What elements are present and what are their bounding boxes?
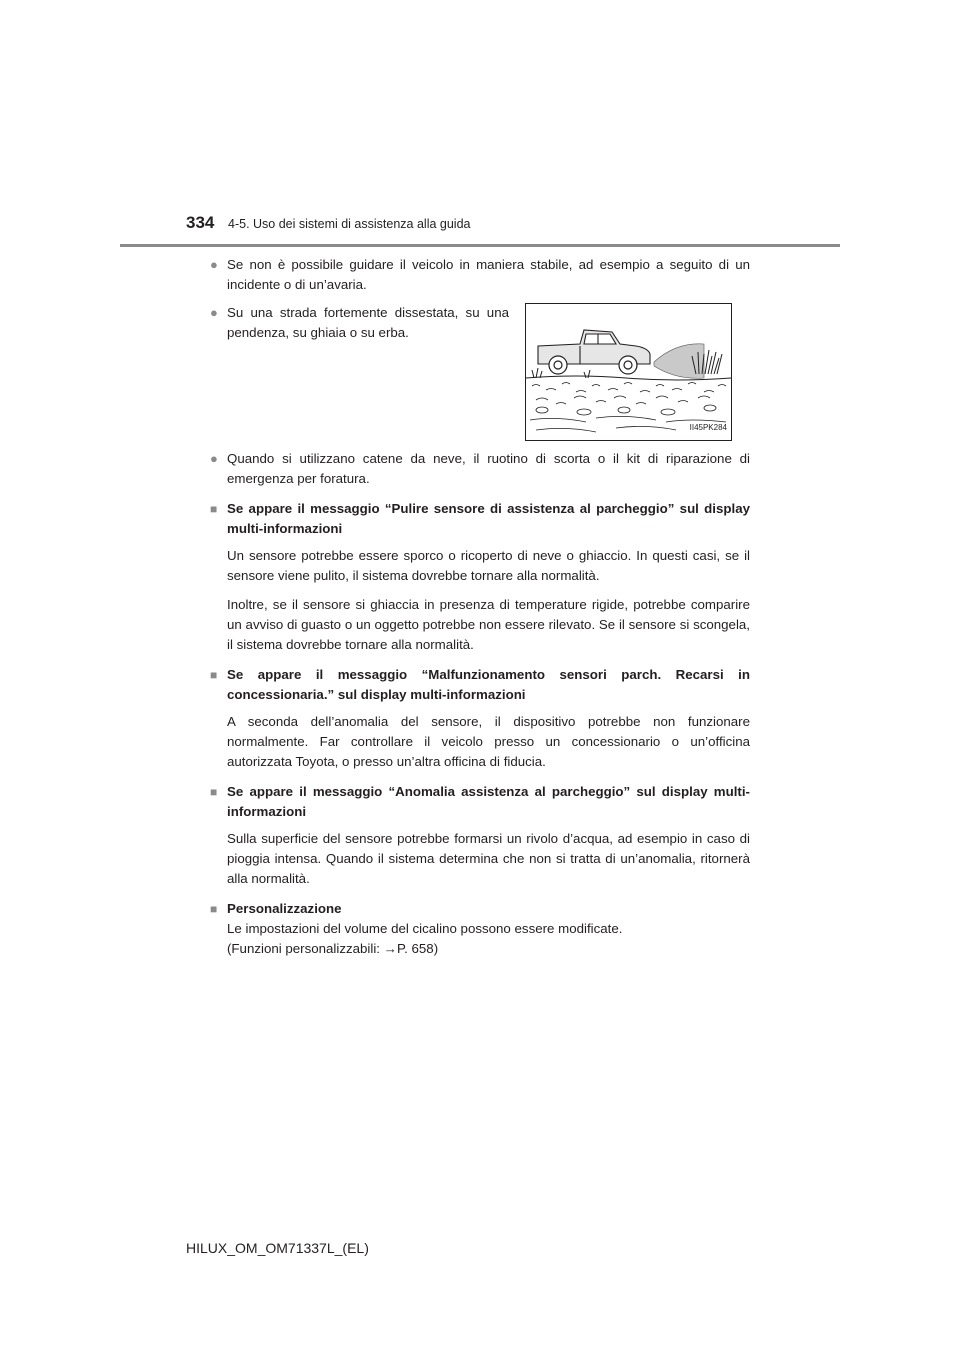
paragraph: (Funzioni personalizzabili: →P. 658) xyxy=(227,941,439,956)
section-heading-text: Se appare il messaggio “Anomalia assistenza al parcheggio” sul display multi-informazioni xyxy=(227,784,750,819)
pickup-on-rough-road-illustration xyxy=(525,303,732,441)
page-content xyxy=(210,255,750,959)
bullet-item xyxy=(210,303,509,343)
square-bullet-icon: ■ xyxy=(210,502,218,516)
square-bullet-icon: ■ xyxy=(210,902,218,916)
section-customization xyxy=(210,899,750,959)
header-rule xyxy=(120,244,840,247)
bullet-with-figure xyxy=(210,303,750,441)
square-bullet-icon: ■ xyxy=(210,668,218,682)
section-title: 4-5. Uso dei sistemi di assistenza alla guida xyxy=(228,217,471,231)
section-heading xyxy=(210,899,750,919)
section-heading xyxy=(210,665,750,705)
section-heading-text: Se appare il messaggio “Malfunzionamento sensori parch. Recarsi in concessionaria.” sul display multi-informazioni xyxy=(227,667,750,702)
square-bullet-icon: ■ xyxy=(210,785,218,799)
section-heading-text: Se appare il messaggio “Pulire sensore di assistenza al parcheggio” sul display multi-informazioni xyxy=(227,501,750,536)
section-heading xyxy=(210,782,750,822)
paragraph: Sulla superficie del sensore potrebbe formarsi un rivolo d’acqua, ad esempio in caso di pioggia intensa. Quando il sistema determina che non si tratta di un’anomalia, ritornerà alla normalità. xyxy=(227,831,750,886)
paragraph: Inoltre, se il sensore si ghiaccia in presenza di temperature rigide, potrebbe comparire un avviso di guasto o un oggetto potrebbe non essere rilevato. Se il sensore si scongela, il sistema dovrebbe tornare alla normalità. xyxy=(227,597,750,652)
bullet-item xyxy=(210,449,750,489)
bullet-icon: ● xyxy=(210,451,218,466)
section-sensor-malfunction xyxy=(210,665,750,772)
paragraph: A seconda dell’anomalia del sensore, il dispositivo potrebbe non funzionare normalmente. Far controllare il veicolo presso un concessionario o un’officina autorizzata Toyota, o presso un’altra officina di fiducia. xyxy=(227,714,750,769)
bullet-text: Su una strada fortemente dissestata, su una pendenza, su ghiaia o su erba. xyxy=(227,305,509,340)
section-heading xyxy=(210,499,750,539)
document-code: HILUX_OM_OM71337L_(EL) xyxy=(186,1240,369,1256)
bullet-icon: ● xyxy=(210,257,218,272)
paragraph: Un sensore potrebbe essere sporco o ricoperto di neve o ghiaccio. In questi casi, se il sensore viene pulito, il sistema dovrebbe tornare alla normalità. xyxy=(227,548,750,583)
bullet-icon: ● xyxy=(210,305,218,320)
bullet-text: Se non è possibile guidare il veicolo in maniera stabile, ad esempio a seguito di un incidente o di un’avaria. xyxy=(227,257,750,292)
section-clean-sensor xyxy=(210,499,750,655)
bullet-item xyxy=(210,255,750,295)
section-parking-assist-anomaly xyxy=(210,782,750,889)
bullet-text: Quando si utilizzano catene da neve, il ruotino di scorta o il kit di riparazione di emergenza per foratura. xyxy=(227,451,750,486)
paragraph: Le impostazioni del volume del cicalino possono essere modificate. xyxy=(227,921,623,936)
section-heading-text: Personalizzazione xyxy=(227,901,342,916)
figure-code: II45PK284 xyxy=(689,423,727,432)
page-number: 334 xyxy=(186,213,215,232)
